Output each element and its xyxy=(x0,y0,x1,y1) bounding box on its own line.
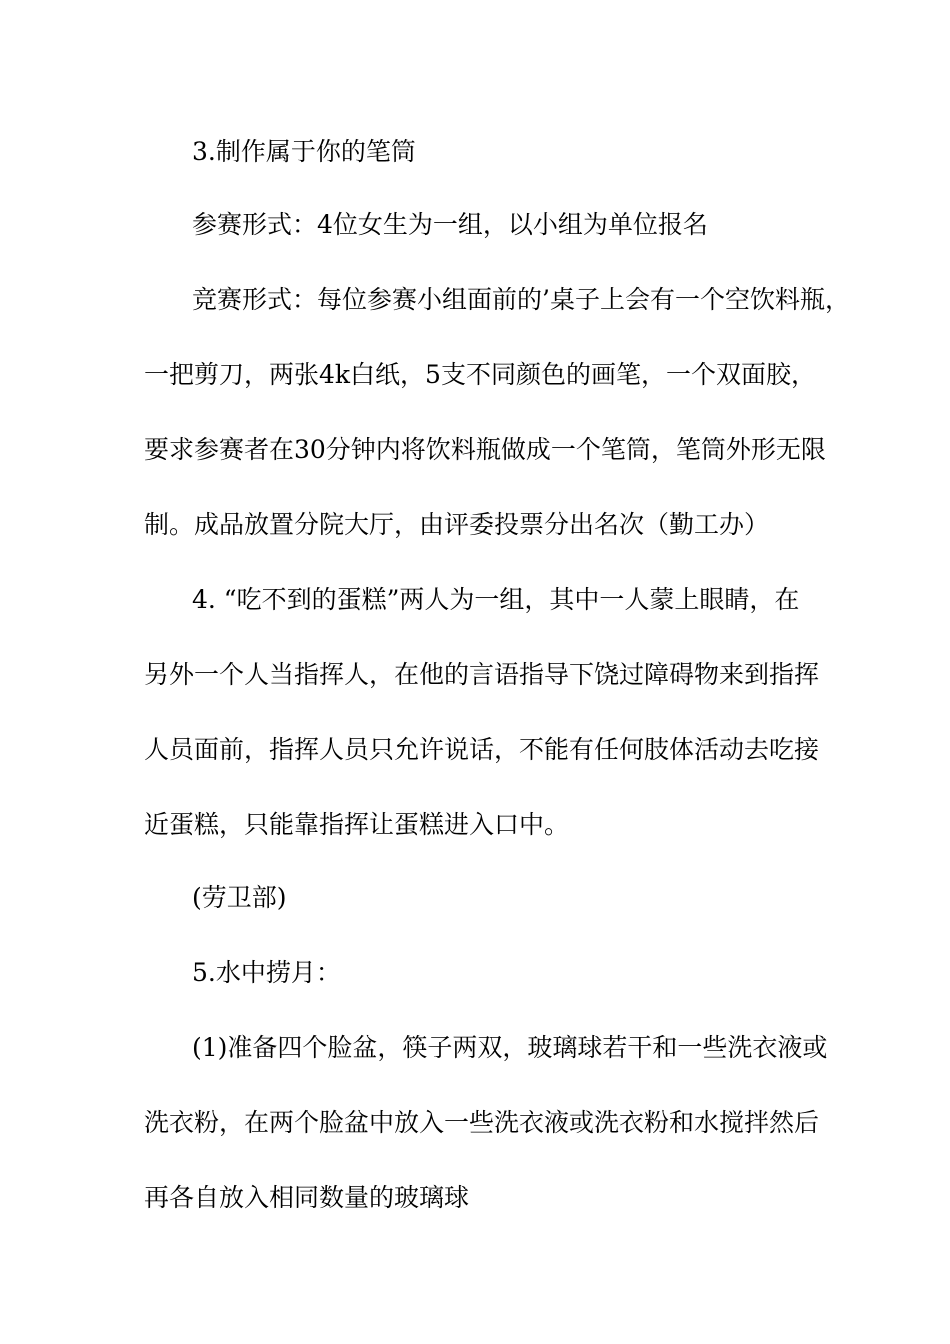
paragraph-line: 要求参赛者在30分钟内将饮料瓶做成一个笔筒，笔筒外形无限 xyxy=(144,435,826,464)
paragraph-line: (1)准备四个脸盆，筷子两双，玻璃球若干和一些洗衣液或 xyxy=(192,1033,828,1062)
paragraph-line: 另外一个人当指挥人，在他的言语指导下饶过障碍物来到指挥 xyxy=(144,660,820,689)
paragraph-line: 制。成品放置分院大厅，由评委投票分出名次（勤工办） xyxy=(144,510,770,539)
section-heading-pen-holder: 3.制作属于你的笔筒 xyxy=(192,137,416,166)
paragraph-line: 一把剪刀，两张4k白纸，5支不同颜色的画笔，一个双面胶， xyxy=(144,360,816,389)
section-heading-cake: 4. “吃不到的蛋糕”两人为一组，其中一人蒙上眼睛，在 xyxy=(192,585,800,614)
section-heading-moon: 5.水中捞月： xyxy=(192,958,341,987)
paragraph-line: 参赛形式：4位女生为一组，以小组为单位报名 xyxy=(192,210,708,239)
paragraph-line: 再各自放入相同数量的玻璃球 xyxy=(144,1183,470,1212)
paragraph-line: 近蛋糕，只能靠指挥让蛋糕进入口中。 xyxy=(144,810,570,839)
department-note: (劳卫部) xyxy=(192,883,287,912)
paragraph-line: 竞赛形式：每位参赛小组面前的’桌子上会有一个空饮料瓶， xyxy=(192,285,850,314)
paragraph-line: 人员面前，指挥人员只允许说话，不能有任何肢体活动去吃接 xyxy=(144,735,820,764)
paragraph-line: 洗衣粉，在两个脸盆中放入一些洗衣液或洗衣粉和水搅拌然后 xyxy=(144,1108,820,1137)
